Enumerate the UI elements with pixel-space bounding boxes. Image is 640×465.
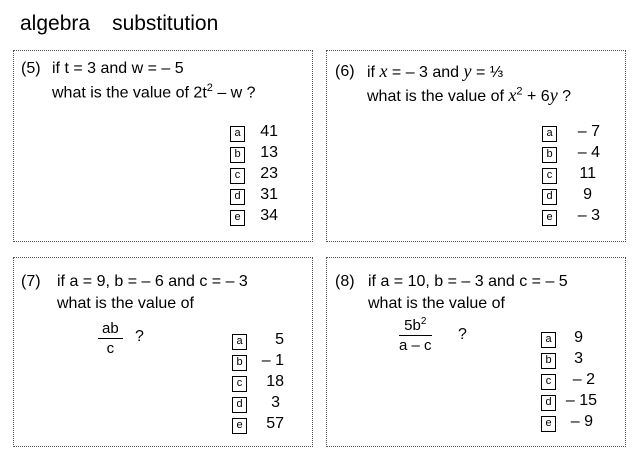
option-value: 3 [574, 350, 583, 367]
option-value: 41 [260, 123, 278, 140]
option-value: 31 [260, 186, 278, 203]
option-value: – 1 [261, 352, 284, 369]
worksheet-title [20, 12, 218, 36]
question-given-values: if a = 9, b = – 6 and c = – 3 [57, 273, 248, 290]
option-letter-box[interactable]: c [230, 168, 245, 184]
question-number: (8) [335, 273, 355, 290]
question-card-8 [326, 257, 626, 447]
option-value: 23 [260, 165, 278, 182]
option-letter-box[interactable]: d [232, 397, 247, 413]
option-value: 3 [271, 394, 280, 411]
question-given-values: if a = 10, b = – 3 and c = – 5 [368, 273, 568, 290]
option-letter-box[interactable]: b [542, 147, 557, 163]
question-card-5 [13, 50, 313, 242]
option-letter-box[interactable]: a [230, 126, 245, 142]
question-number: (5) [21, 60, 41, 77]
option-value: – 15 [565, 392, 597, 409]
option-letter-box[interactable]: c [542, 168, 557, 184]
question-prompt: what is the value of $x^2 + 6y$ ? [367, 85, 572, 105]
question-mark: ? [458, 326, 467, 343]
fraction-expression [98, 320, 123, 357]
option-value: – 4 [577, 144, 600, 161]
option-letter-box[interactable]: a [542, 126, 557, 142]
question-given-values: if t = 3 and w = – 5 [52, 60, 184, 77]
question-card-7 [13, 257, 313, 447]
option-letter-box[interactable]: b [232, 355, 247, 371]
option-value: – 7 [577, 123, 600, 140]
option-value: 18 [266, 373, 284, 390]
question-number: (7) [21, 273, 41, 290]
option-letter-box[interactable]: c [232, 376, 247, 392]
fraction-numerator: ab [98, 320, 123, 339]
option-letter-box[interactable]: e [542, 210, 557, 226]
option-letter-box[interactable]: c [541, 374, 556, 390]
question-prompt: what is the value of [368, 295, 505, 312]
fraction-denominator: a – c [399, 337, 432, 354]
option-value: 57 [266, 415, 284, 432]
option-value: 9 [574, 329, 583, 346]
fraction-expression [399, 316, 432, 354]
option-letter-box[interactable]: a [232, 334, 247, 350]
question-number: (6) [335, 63, 355, 80]
question-mark: ? [135, 328, 144, 345]
question-card-6 [326, 50, 626, 242]
option-letter-box[interactable]: e [541, 416, 556, 432]
topic-label: algebra [20, 12, 91, 35]
question-given-values: if x = – 3 and y = ⅓ [367, 61, 504, 81]
question-prompt: what is the value of $2t^2$ – w ? [52, 82, 256, 102]
option-value: – 3 [577, 207, 600, 224]
option-letter-box[interactable]: b [541, 353, 556, 369]
option-value: 13 [260, 144, 278, 161]
subtopic-label: substitution [112, 12, 219, 35]
option-letter-box[interactable]: e [230, 210, 245, 226]
option-letter-box[interactable]: e [232, 418, 247, 434]
option-letter-box[interactable]: a [541, 332, 556, 348]
fraction-numerator: $5b^2$ [399, 316, 432, 336]
fraction-denominator: c [106, 340, 115, 357]
option-letter-box[interactable]: d [230, 189, 245, 205]
option-value: – 9 [570, 413, 593, 430]
option-letter-box[interactable]: d [541, 395, 556, 411]
option-value: 9 [583, 186, 592, 203]
option-letter-box[interactable]: d [542, 189, 557, 205]
option-value: 11 [579, 165, 596, 182]
option-letter-box[interactable]: b [230, 147, 245, 163]
option-value: – 2 [572, 371, 595, 388]
option-value: 34 [260, 207, 278, 224]
option-value: 5 [275, 331, 284, 348]
question-prompt: what is the value of [57, 295, 194, 312]
